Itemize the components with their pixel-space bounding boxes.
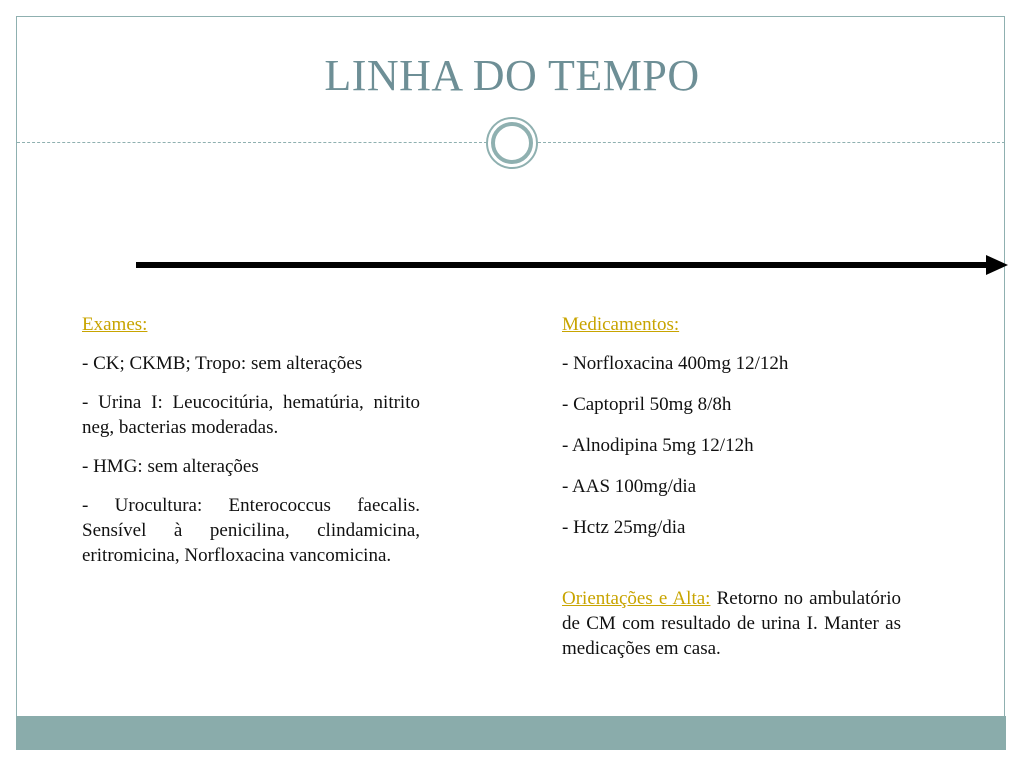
medicamento-item: - Alnodipina 5mg 12/12h	[562, 435, 754, 456]
timeline-arrow-icon	[134, 252, 1014, 278]
double-circle-ornament-icon	[484, 115, 540, 171]
exames-section	[82, 312, 420, 582]
medicamento-item: - Norfloxacina 400mg 12/12h	[562, 353, 789, 374]
orientacoes-text: Retorno no ambulatório de CM com resultado de urina I. Manter as medicações em casa.	[562, 588, 901, 659]
title-divider-right	[538, 142, 1005, 143]
title-divider-left	[17, 142, 487, 143]
exames-item: - CK; CKMB; Tropo: sem alterações	[82, 353, 363, 374]
medicamento-item: - Captopril 50mg 8/8h	[562, 394, 732, 415]
exames-heading: Exames:	[82, 314, 148, 335]
medicamento-item: - AAS 100mg/dia	[562, 476, 697, 497]
medicamentos-heading: Medicamentos:	[562, 314, 680, 335]
exames-item: - HMG: sem alterações	[82, 456, 259, 477]
slide-title: LINHA DO TEMPO	[324, 51, 700, 100]
medicamento-item: - Hctz 25mg/dia	[562, 517, 686, 538]
exames-item: - Urocultura: Enterococcus faecalis. Sensível à penicilina, clindamicina, eritromicina, Norfloxacina vancomicina.	[82, 495, 420, 566]
orientacoes-paragraph	[562, 586, 901, 661]
medicamentos-section	[562, 312, 901, 680]
footer-band	[16, 716, 1006, 750]
orientacoes-heading: Orientações e Alta:	[562, 588, 711, 609]
exames-item: - Urina I: Leucocitúria, hematúria, nitrito neg, bacterias moderadas.	[82, 392, 420, 438]
